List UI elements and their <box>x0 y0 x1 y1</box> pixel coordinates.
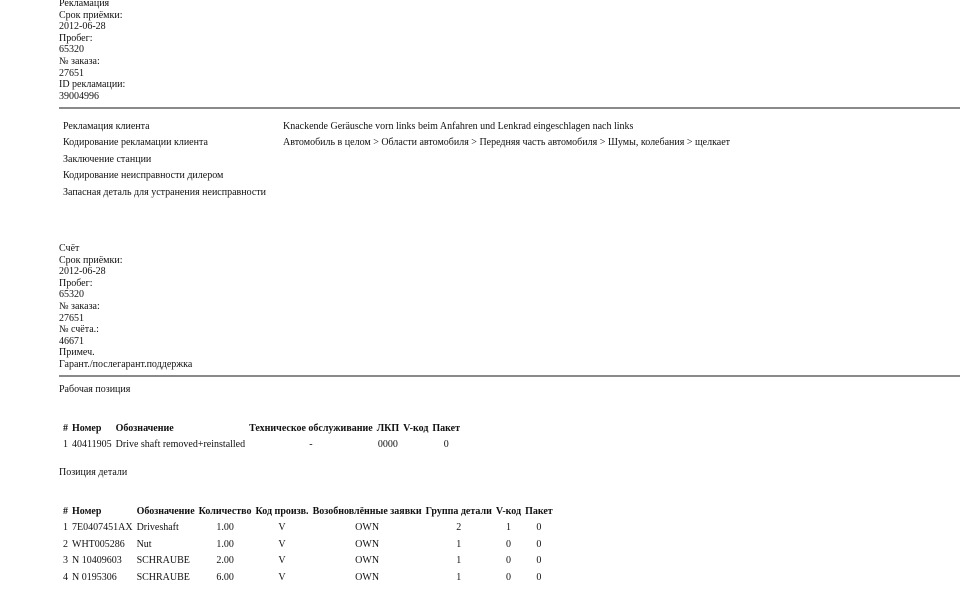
receipt-date-value: 2012-06-28 <box>59 21 106 33</box>
invoice-header-title: Счёт <box>59 243 80 254</box>
work-description: Drive shaft removed+reinstalled <box>115 439 246 451</box>
table-row <box>63 151 730 168</box>
package: 0 <box>536 522 542 534</box>
column-header: # <box>63 505 68 517</box>
renewed-requests: OWN <box>355 571 380 583</box>
section-divider <box>59 107 960 109</box>
detail-label: Рекламация клиента <box>63 120 150 132</box>
detail-label: Кодирование рекламации клиента <box>63 137 208 149</box>
detail-value: Автомобиль в целом > Области автомобиля > Передняя часть автомобиля > Шумы, колебания > щелкает <box>283 137 731 149</box>
part-number: N 0195306 <box>72 571 117 583</box>
manufacturer-code: V <box>278 538 286 550</box>
column-header: Количество <box>198 505 252 517</box>
part-group: 1 <box>456 571 462 583</box>
row-index: 3 <box>63 555 68 567</box>
renewed-requests: OWN <box>355 538 380 550</box>
v-code: 0 <box>505 555 511 567</box>
manufacturer-code: V <box>278 571 286 583</box>
table-row <box>63 437 460 454</box>
part-group: 2 <box>456 522 462 534</box>
work-number: 40411905 <box>72 439 112 451</box>
quantity: 1.00 <box>216 538 234 550</box>
detail-value: Knackende Geräusche vorn links beim Anfahren und Lenkrad eingeschlagen nach links <box>283 120 634 132</box>
complaint-id-label: ID рекламации: <box>59 79 126 91</box>
package: 0 <box>536 555 542 567</box>
row-index: 4 <box>63 571 68 583</box>
column-header: Код произв. <box>255 505 309 517</box>
column-header: ЛКП <box>376 422 400 434</box>
detail-label: Запасная деталь для устранения неисправности <box>63 186 267 198</box>
detail-value <box>283 184 730 201</box>
row-index: 2 <box>63 538 68 550</box>
complaint-id-value: 39004996 <box>59 90 99 102</box>
mileage-value: 65320 <box>59 44 84 56</box>
column-header: # <box>63 422 68 434</box>
part-description: Driveshaft <box>136 522 179 534</box>
quantity: 2.00 <box>216 555 234 567</box>
section-divider <box>59 375 960 377</box>
part-group: 1 <box>456 555 462 567</box>
package: 0 <box>536 538 542 550</box>
part-positions-table <box>59 503 557 586</box>
column-header: V-код <box>403 422 429 434</box>
column-header: Номер <box>72 422 102 434</box>
row-index: 1 <box>63 439 68 451</box>
column-header: Возобновлённые заявки <box>312 505 422 517</box>
receipt-date-label: Срок приёмки: <box>59 254 123 266</box>
manufacturer-code: V <box>278 522 286 534</box>
column-header: Номер <box>72 505 102 517</box>
part-positions-title: Позиция детали <box>59 467 128 478</box>
column-header: Техническое обслуживание <box>249 422 373 434</box>
work-positions-table <box>59 420 464 453</box>
part-number: 7E0407451AX <box>72 522 133 534</box>
table-row <box>63 184 730 201</box>
table-header-row <box>63 420 460 437</box>
part-description: SCHRAUBE <box>136 555 190 567</box>
v-code: 0 <box>505 538 511 550</box>
manufacturer-code: V <box>278 555 286 567</box>
order-number-label: № заказа: <box>59 55 100 67</box>
mileage-label: Пробег: <box>59 32 93 44</box>
detail-value <box>283 168 730 185</box>
receipt-date-value: 2012-06-28 <box>59 266 106 278</box>
table-row <box>63 553 553 570</box>
order-number-label: № заказа: <box>59 300 100 312</box>
work-positions-title: Рабочая позиция <box>59 384 131 395</box>
renewed-requests: OWN <box>355 522 380 534</box>
column-header: Пакет <box>432 422 461 434</box>
quantity: 1.00 <box>216 522 234 534</box>
part-description: Nut <box>136 538 152 550</box>
row-index: 1 <box>63 522 68 534</box>
package: 0 <box>536 571 542 583</box>
paint-code: 0000 <box>377 439 398 451</box>
table-row <box>63 118 730 135</box>
column-header: Обозначение <box>115 422 174 434</box>
complaint-details-table <box>59 118 734 201</box>
v-code: 0 <box>505 571 511 583</box>
note-label: Примеч. <box>59 347 95 359</box>
table-header-row <box>63 503 553 520</box>
maintenance: - <box>309 439 313 451</box>
part-number: N 10409603 <box>72 555 122 567</box>
mileage-value: 65320 <box>59 289 84 301</box>
renewed-requests: OWN <box>355 555 380 567</box>
quantity: 6.00 <box>216 571 234 583</box>
table-row <box>63 168 730 185</box>
complaint-header-title: Рекламация <box>59 0 110 9</box>
column-header: Группа детали <box>425 505 492 517</box>
complaint-header <box>59 0 125 102</box>
column-header: Пакет <box>525 505 553 517</box>
order-number-value: 27651 <box>59 67 84 79</box>
invoice-number-value: 46671 <box>59 335 84 347</box>
v-code: 1 <box>505 522 511 534</box>
table-row <box>63 520 553 537</box>
invoice-number-label: № счёта.: <box>59 324 99 336</box>
invoice-header <box>59 243 192 371</box>
note-value: Гарант./послегарант.поддержка <box>59 358 193 370</box>
v-code <box>403 437 428 454</box>
column-header: V-код <box>495 505 522 517</box>
column-header: Обозначение <box>136 505 195 517</box>
table-row <box>63 536 553 553</box>
detail-label: Кодирование неисправности дилером <box>63 170 224 182</box>
order-number-value: 27651 <box>59 312 84 324</box>
mileage-label: Пробег: <box>59 277 93 289</box>
table-row <box>63 569 553 586</box>
detail-value <box>283 151 730 168</box>
detail-label: Заключение станции <box>63 153 152 165</box>
part-number: WHT005286 <box>72 538 125 550</box>
package: 0 <box>443 439 449 451</box>
part-group: 1 <box>456 538 462 550</box>
receipt-date-label: Срок приёмки: <box>59 9 123 21</box>
part-description: SCHRAUBE <box>136 571 190 583</box>
table-row <box>63 135 730 152</box>
